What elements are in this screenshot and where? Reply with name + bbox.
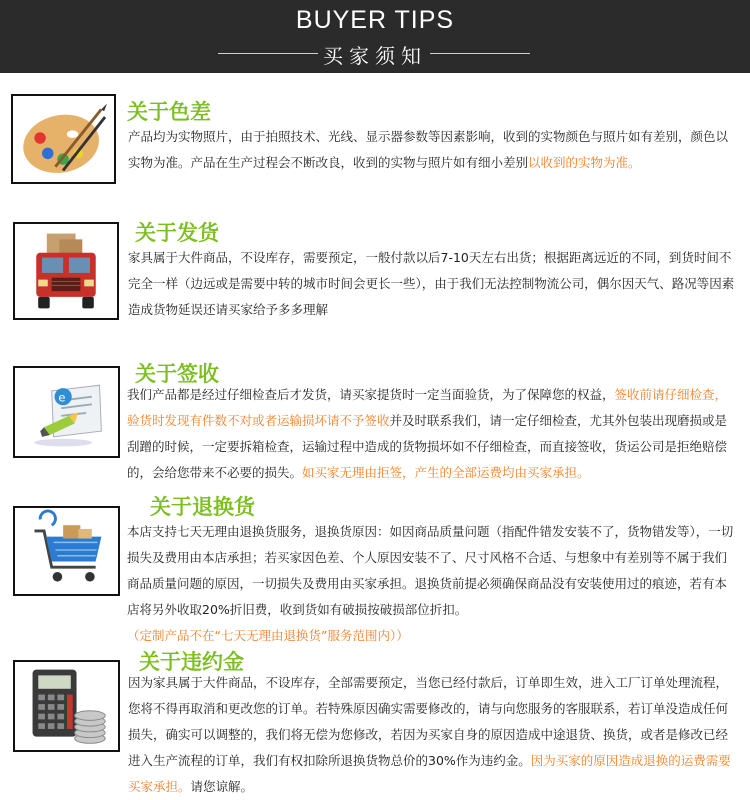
body-text: 并及时联系我们，请一定仔细检查，尤其外包装出现磨损或是刮蹭的时候，一定要拆箱检查，运输过程中造成的货物损坏如不仔细检查，而直接签收，货运公司是拒绝赔偿的，会给您带来不必要的损失。: [127, 413, 728, 480]
section-text: [128, 124, 734, 176]
section-text: [127, 382, 739, 486]
section-title: 关于违约金: [139, 650, 244, 674]
highlight-text: 以收到的实物为准。: [528, 155, 641, 170]
palette-icon: [11, 94, 116, 184]
body-text: 产品均为实物照片，由于拍照技术、光线、显示器参数等因素影响，收到的实物颜色与照片如有差别，颜色以实物为准。产品在生产过程会不断改良，收到的实物与照片如有细小差别: [128, 129, 729, 170]
highlight-text: 签收前请仔细检查，验货时发现有件数不对或者运输损坏请不予签收: [127, 387, 728, 428]
section-text: 家具属于大件商品，不设库存，需要预定，一般付款以后7-10天左右出货；根据距离远近的不同，到货时间不完全一样（边远或是需要中转的城市时间会更长一些），由于我们无法控制物流公司，偶尔因天气、路况等因素造成货物延误还请买家给予多多理解: [128, 250, 735, 317]
header-banner: [0, 0, 750, 73]
calculator-coins-icon: [13, 660, 120, 752]
section-title: 关于退换货: [150, 495, 255, 519]
document-signature-icon: [13, 366, 120, 458]
highlight-text: （定制产品不在“七天无理由退换货”服务范围内））: [127, 628, 409, 643]
body-text: 因为家具属于大件商品，不设库存，全部需要预定，当您已经付款后，订单即生效，进入工厂订单处理流程，您将不得再取消和更改您的订单。若特殊原因确实需要修改的，请与向您服务的客服联系，若订单没造成任何损失，确实可以调整的，我们将无偿为您修改，若因为买家自身的原因造成中途退货、换货，或者是修改已经进入生产流程的订单，我们有权扣除所退换货物总价的30%作为违约金。: [128, 675, 729, 768]
shopping-cart-icon: [13, 506, 120, 596]
body-text: 请您谅解。: [190, 779, 254, 794]
section-title: 关于色差: [127, 100, 211, 124]
delivery-truck-icon: [13, 222, 119, 320]
section-text: [127, 519, 739, 649]
highlight-text: 因为买家的原因造成退换的运费需要买家承担。: [128, 753, 731, 794]
highlight-text: 如买家无理由拒签，产生的全部运费均由买家承担。: [302, 465, 590, 480]
section-title: 关于发货: [135, 221, 219, 245]
section-title: 关于签收: [135, 362, 219, 386]
svg-text:e: e: [58, 390, 66, 405]
body-text: 我们产品都是经过仔细检查后才发货，请买家提货时一定当面验货，为了保障您的权益，: [127, 387, 615, 402]
divider-right: [430, 53, 530, 54]
page-title: BUYER TIPS: [295, 6, 455, 34]
body-text: 本店支持七天无理由退换货服务，退换货原因：如因商品质量问题（指配件错发安装不了，货物错发等），一切损失及费用由本店承担；若买家因色差、个人原因安装不了、尺寸风格不合适、与想象中有差别等不属于我们商品质量问题的原因，一切损失及费用由买家承担。退换货前提必须确保商品没有安装使用过的痕迹，若有本店将另外收取20%折旧费，收到货如有破损按破损部位折扣。: [127, 524, 734, 617]
section-text: [128, 670, 740, 800]
page-subtitle: 买家须知: [323, 44, 427, 68]
